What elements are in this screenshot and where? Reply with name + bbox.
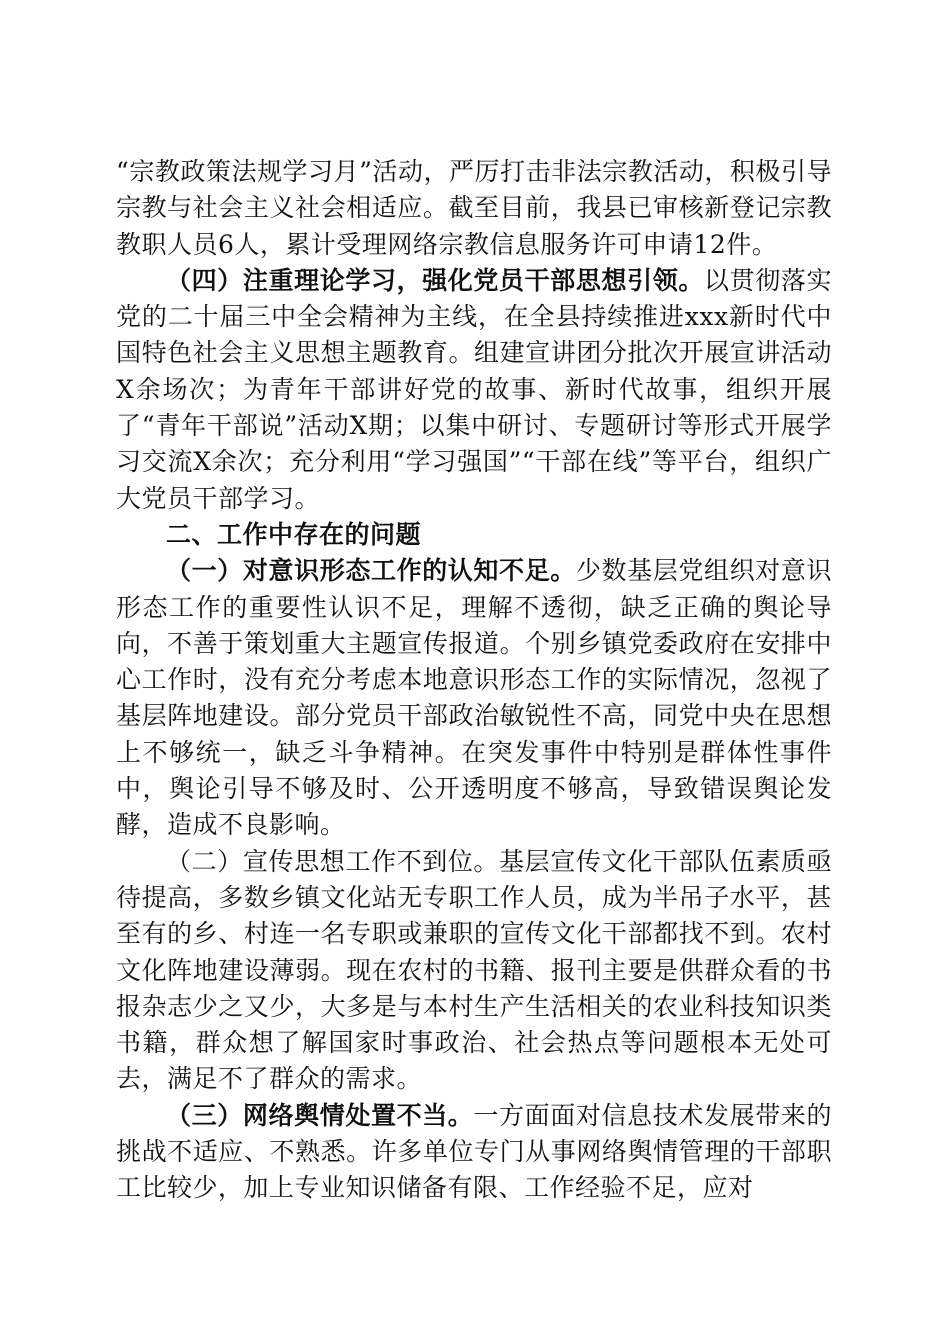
paragraph-body-theory-study: 以贯彻落实党的二十届三中全会精神为主线，在全县持续推进xxx新时代中国特色社会主义思想主题教育。组建宣讲团分批次开展宣讲活动X余场次；为青年干部讲好党的故事、新时代故事，组织开展了“青年干部说”活动X期；以集中研讨、专题研讨等形式开展学习交流X余次；充分利用“学习强国”“干部在线”等平台，组织广大党员干部学习。 [116,265,832,513]
paragraph-lead-ideology-awareness: （一）对意识形态工作的认知不足。 [166,556,576,586]
paragraph-propaganda-work: （二）宣传思想工作不到位。基层宣传文化干部队伍素质亟待提高，多数乡镇文化站无专职工作人员，成为半吊子水平，甚至有的乡、村连一名专职或兼职的宣传文化干部都找不到。农村文化阵地建设薄弱。现在农村的书籍、报刊主要是供群众看的书报杂志少之又少，大多是与本村生产生活相关的农业科技知识类书籍，群众想了解国家时事政治、社会热点等问题根本无处可去，满足不了群众的需求。 [116,846,832,1094]
paragraph-religion-continuation: “宗教政策法规学习月”活动，严厉打击非法宗教活动，积极引导宗教与社会主义社会相适应。截至目前，我县已审核新登记宗教教职人员6人，累计受理网络宗教信息服务许可申请12件。 [116,157,832,259]
paragraph-body-online-opinion: 一方面面对信息技术发展带来的挑战不适应、不熟悉。许多单位专门从事网络舆情管理的干部职工比较少，加上专业知识储备有限、工作经验不足，应对 [116,1100,832,1203]
section-heading-problems: 二、工作中存在的问题 [166,519,422,549]
paragraph-lead-theory-study: （四）注重理论学习，强化党员干部思想引领。 [166,265,704,295]
paragraph-lead-online-opinion: （三）网络舆情处置不当。 [166,1100,474,1130]
paragraph-ideology-awareness [116,553,832,843]
paragraph-body-ideology-awareness: 少数基层党组织对意识形态工作的重要性认识不足，理解不透彻，缺乏正确的舆论导向，不善于策划重大主题宣传报道。个别乡镇党委政府在安排中心工作时，没有充分考虑本地意识形态工作的实际情况，忽视了基层阵地建设。部分党员干部政治敏锐性不高，同党中央在思想上不够统一，缺乏斗争精神。在突发事件中特别是群体性事件中，舆论引导不够及时、公开透明度不够高，导致错误舆论发酵，造成不良影响。 [116,556,832,840]
paragraph-online-opinion [116,1098,832,1207]
paragraph-theory-study [116,263,832,517]
document-page [116,154,832,1207]
